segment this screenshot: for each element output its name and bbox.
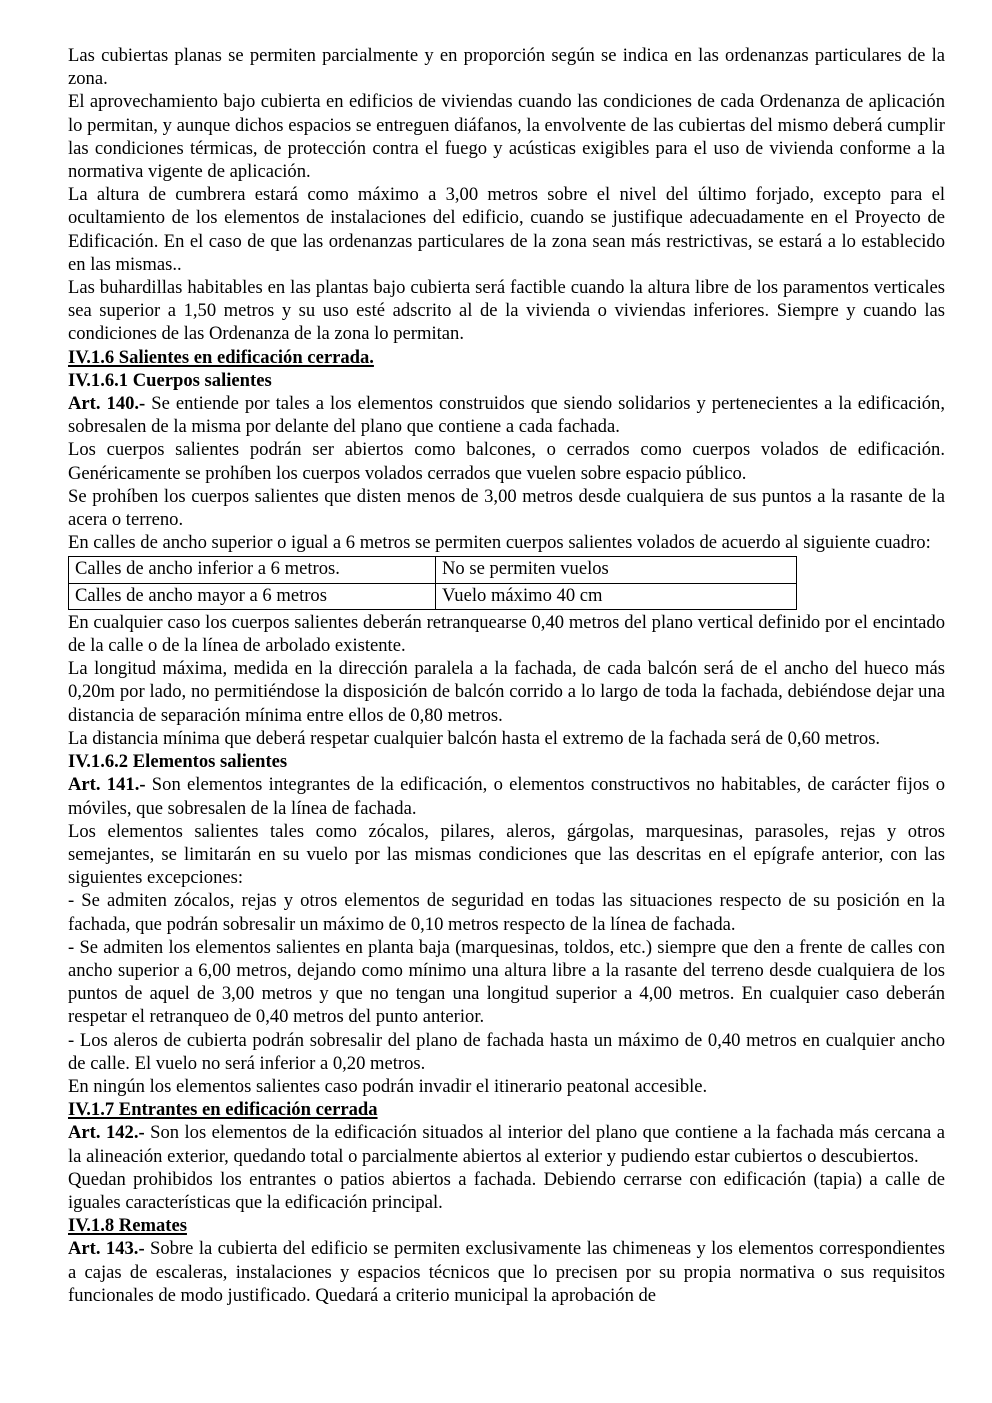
paragraph-retranqueo-040: En cualquier caso los cuerpos salientes deberán retranquearse 0,40 metros del plano vertical definido por el encintado de la calle o de la línea de arbolado existente. [68, 611, 945, 657]
table-cell-rule: No se permiten vuelos [436, 557, 797, 583]
table-row [69, 583, 797, 609]
table-row [69, 557, 797, 583]
paragraph-excepcion-aleros: - Los aleros de cubierta podrán sobresalir del plano de fachada hasta un máximo de 0,40 metros en cualquier ancho de calle. El vuelo no será inferior a 0,20 metros. [68, 1029, 945, 1074]
article-140-text: Se entiende por tales a los elementos construidos que siendo solidarios y pertenecientes a la edificación, sobresalen de la misma por delante del plano que contiene a cada fachada. [68, 393, 945, 438]
paragraph-buhardillas: Las buhardillas habitables en las plantas bajo cubierta será factible cuando la altura libre de los paramentos verticales sea superior a 1,50 metros y su uso esté adscrito al de la vivienda o viviendas inferiores. Siempre y cuando las condiciones de las Ordenanza de la zona lo permitan. [68, 277, 945, 345]
paragraph-excepcion-planta-baja: - Se admiten los elementos salientes en planta baja (marquesinas, toldos, etc.) siempre que den a frente de calles con ancho superior a 6,00 metros, dejando como mínimo una altura libre a la rasante del terreno desde cualquiera de los puntos de aquel de 3,00 metros y que no tengan una longitud superior a 4,00 metros. En cualquier caso deberán respetar el retranqueo de 0,40 metros del punto anterior. [68, 936, 945, 1028]
table-cell-condition: Calles de ancho mayor a 6 metros [69, 583, 436, 609]
heading-iv-1-6-salientes: IV.1.6 Salientes en edificación cerrada. [68, 346, 374, 368]
paragraph-cuerpos-abiertos-cerrados: Los cuerpos salientes podrán ser abiertos como balcones, o cerrados como cuerpos volados de edificación. Genéricamente se prohíben los cuerpos volados cerrados que vuelen sobre espacio público. [68, 439, 945, 484]
paragraph-cubiertas-planas: Las cubiertas planas se permiten parcialmente y en proporción según se indica en las ordenanzas particulares de la zona. [68, 45, 945, 90]
article-142-text: Son los elementos de la edificación situados al interior del plano que contiene a la fachada más cercana a la alineación exterior, quedando total o parcialmente abiertos al exterior y pudiendo estar cubiertos o descubiertos. [68, 1122, 945, 1167]
vuelos-table [68, 556, 797, 609]
paragraph-art-140 [68, 392, 945, 438]
paragraph-aprovechamiento-bajo-cubierta: El aprovechamiento bajo cubierta en edificios de viviendas cuando las condiciones de cada Ordenanza de aplicación lo permitan, y aunque dichos espacios se entreguen diáfanos, la envolvente de las cubiertas del mismo deberá cumplir las condiciones térmicas, de protección contra el fuego y acústicas exigibles para el uso de vivienda conforme a la normativa vigente de aplicación. [68, 91, 945, 183]
heading-iv-1-6-2-elementos-salientes: IV.1.6.2 Elementos salientes [68, 751, 288, 773]
paragraph-calles-ancho-cuadro: En calles de ancho superior o igual a 6 metros se permiten cuerpos salientes volados de acuerdo al siguiente cuadro: [68, 532, 931, 554]
article-143-text: Sobre la cubierta del edificio se permiten exclusivamente las chimeneas y los elementos correspondientes a cajas de escaleras, instalaciones y espacios técnicos que lo precisen por su propia normativa o sus requisitos funcionales de modo justificado. Quedará a criterio municipal la aprobación de [68, 1238, 946, 1306]
paragraph-distancia-minima-balcon: La distancia mínima que deberá respetar cualquier balcón hasta el extremo de la fachada será de 0,60 metros. [68, 727, 881, 749]
paragraph-altura-cumbrera: La altura de cumbrera estará como máximo a 3,00 metros sobre el nivel del último forjado, excepto para el ocultamiento de los elementos de instalaciones del edificio, cuando se justifique adecuadamente en el Proyecto de Edificación. En el caso de que las ordenanzas particulares de la zona sean más restrictivas, se estará a lo establecido en las mismas.. [68, 184, 945, 275]
table-cell-condition: Calles de ancho inferior a 6 metros. [69, 557, 436, 583]
heading-iv-1-7-entrantes: IV.1.7 Entrantes en edificación cerrada [68, 1099, 378, 1121]
paragraph-art-143 [68, 1237, 945, 1307]
paragraph-itinerario-peatonal: En ningún los elementos salientes caso podrán invadir el itinerario peatonal accesible. [68, 1075, 708, 1097]
paragraph-longitud-maxima-balcon: La longitud máxima, medida en la dirección paralela a la fachada, de cada balcón será de el ancho del hueco más 0,20m por lado, no permitiéndose la disposición de balcón corrido a lo largo de toda la fachada, debiéndose dejar una distancia de separación mínima entre ellos de 0,80 metros. [68, 658, 945, 726]
paragraph-distancia-rasante: Se prohíben los cuerpos salientes que disten menos de 3,00 metros desde cualquiera de sus puntos a la rasante de la acera o terreno. [68, 485, 945, 531]
article-number-141: Art. 141.- [68, 774, 146, 796]
article-number-140: Art. 140.- [68, 393, 146, 415]
heading-iv-1-8-remates: IV.1.8 Remates [68, 1215, 187, 1237]
paragraph-elementos-salientes-tales-como: Los elementos salientes tales como zócalos, pilares, aleros, gárgolas, marquesinas, parasoles, rejas y otros semejantes, se limitarán en su vuelo por las mismas condiciones que las descritas en el epígrafe anterior, con las siguientes excepciones: [68, 820, 945, 889]
table-cell-rule: Vuelo máximo 40 cm [436, 583, 797, 609]
paragraph-art-142 [68, 1121, 945, 1167]
paragraph-excepcion-zocalos: - Se admiten zócalos, rejas y otros elementos de seguridad en todas las situaciones respecto de su posición en la fachada, que podrán sobresalir un máximo de 0,10 metros respecto de la línea de fachada. [68, 890, 945, 935]
paragraph-art-141 [68, 773, 945, 819]
document-body [68, 44, 945, 1307]
heading-iv-1-6-1-cuerpos-salientes: IV.1.6.1 Cuerpos salientes [68, 369, 272, 391]
article-number-143: Art. 143.- [68, 1238, 145, 1260]
article-number-142: Art. 142.- [68, 1122, 145, 1144]
paragraph-entrantes-prohibidos: Quedan prohibidos los entrantes o patios abiertos a fachada. Debiendo cerrarse con edificación (tapia) a calle de iguales características que la edificación principal. [68, 1168, 945, 1213]
article-141-text: Son elementos integrantes de la edificación, o elementos constructivos no habitables, de carácter fijos o móviles, que sobresalen de la línea de fachada. [68, 774, 945, 819]
